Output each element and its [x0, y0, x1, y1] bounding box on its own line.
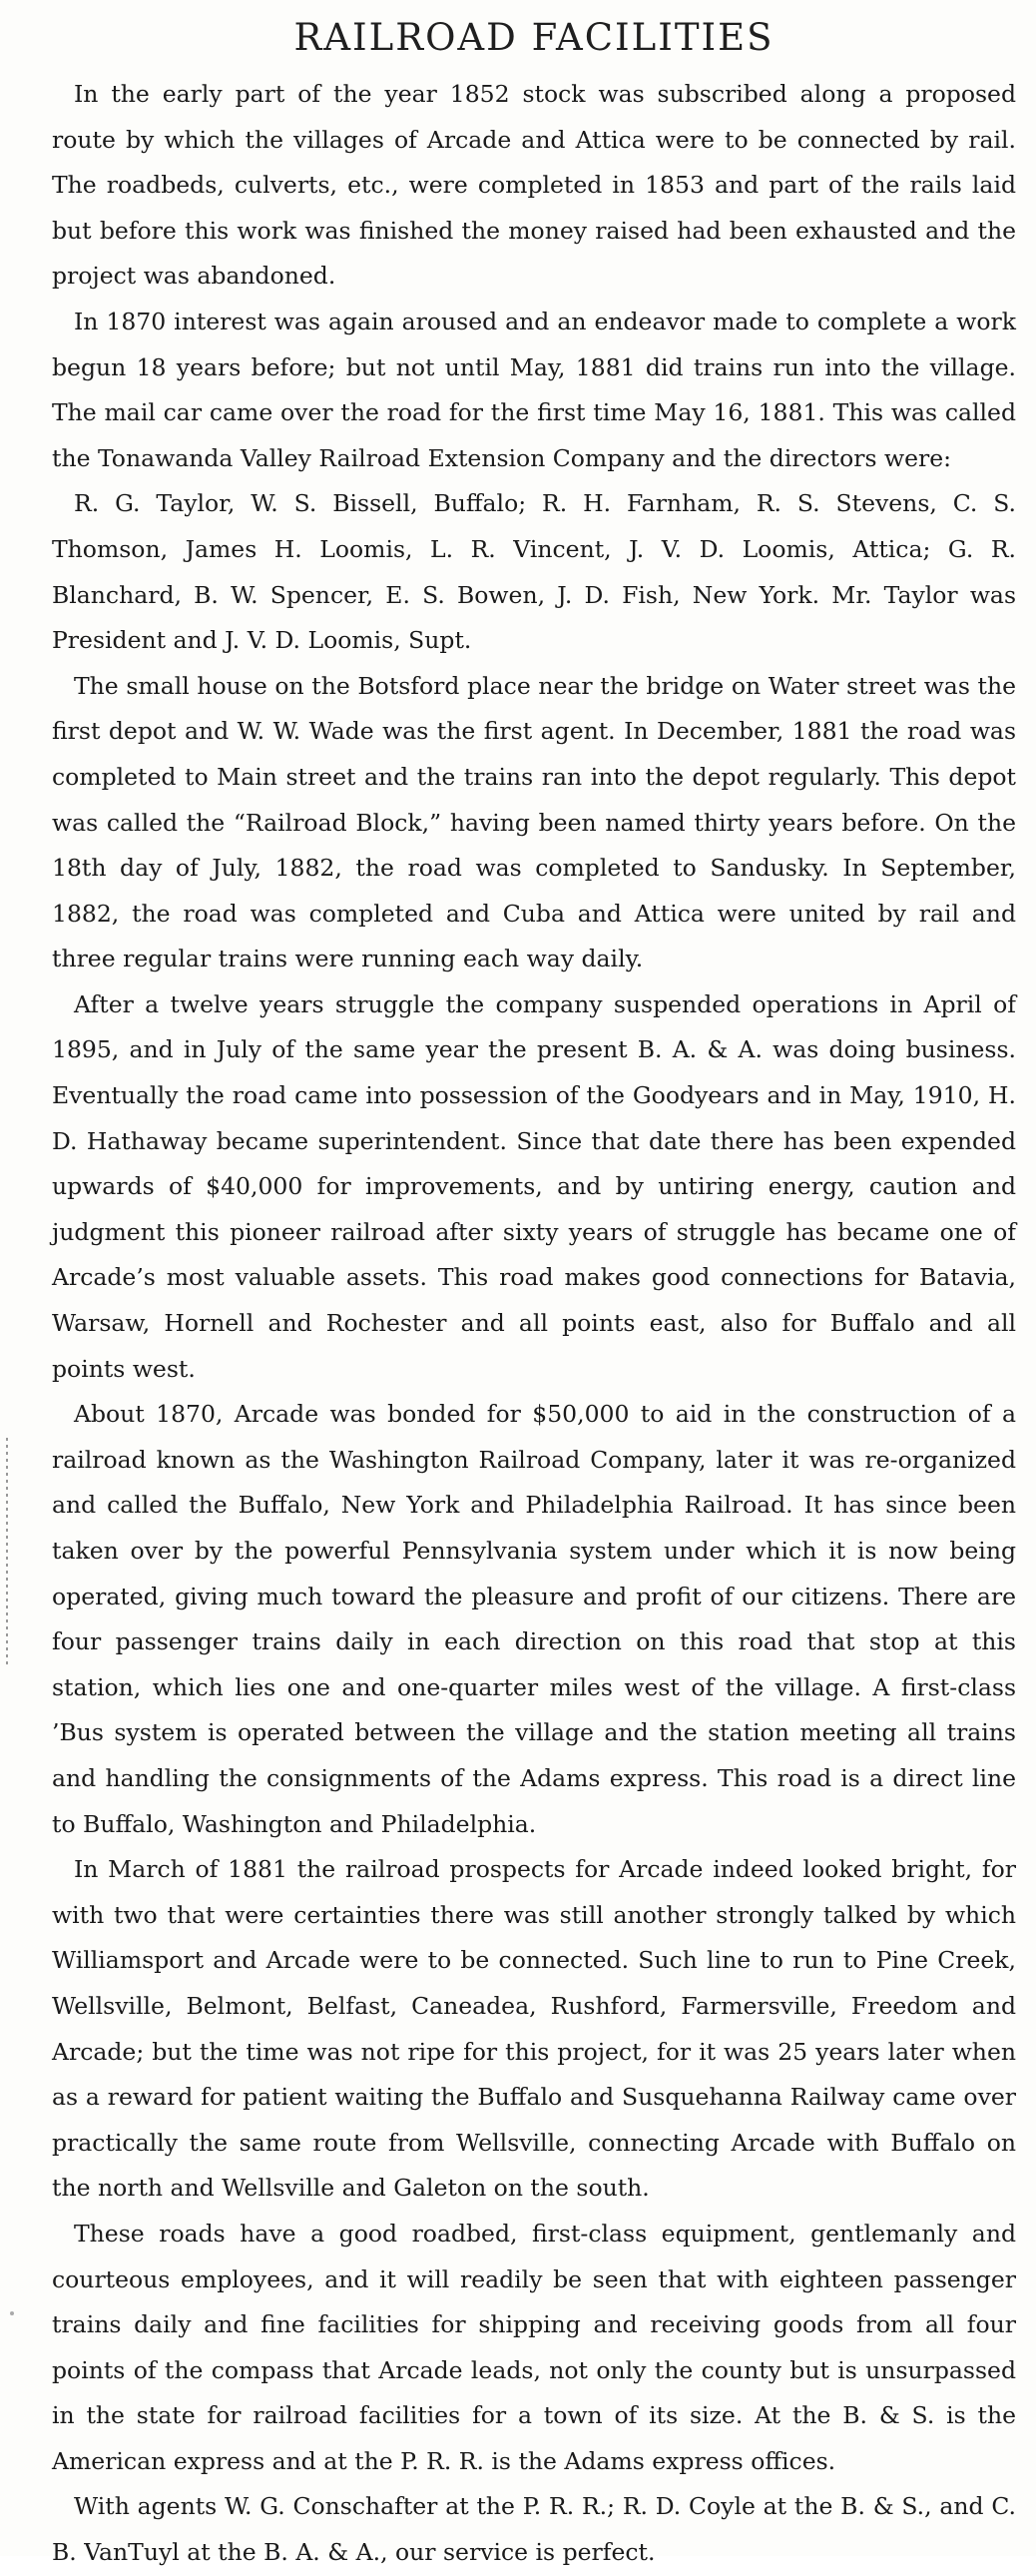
- paragraph-march-1881: In March of 1881 the railroad prospects for Arcade indeed looked bright, for with two that were certainties there was still another strongly talked by which Williamsport and Arcade were to be connected. Such line to run to Pine Creek, Wellsville, Belmont, Belfast, Caneadea, Rushford, Farmersville, Freedom and Arcade; but the time was not ripe for this project, for it was 25 years later when as a reward for patient waiting the Buffalo and Susquehanna Railway came over practically the same route from Wellsville, connecting Arcade with Buffalo on the north and Wellsville and Galeton on the south.: [52, 1855, 1016, 2203]
- paragraph-first-depot: The small house on the Botsford place near the bridge on Water street was the first depot and W. W. Wade was the first agent. In December, 1881 the road was completed to Main street and the trains ran into the depot regularly. This depot was called the “Railroad Block,” having been named thirty years before. On the 18th day of July, 1882, the road was completed to Sandusky. In September, 1882, the road was completed and Cuba and Attica were united by rail and three regular trains were running each way daily.: [52, 671, 1016, 973]
- paragraph-washington-railroad: About 1870, Arcade was bonded for $50,000 to aid in the construction of a railroad known as the Washington Railroad Company, later it was re-organized and called the Buffalo, New York and Philadelphia Railroad. It has since been taken over by the powerful Pennsylvania system under which it is now being operated, giving much toward the pleasure and profit of our citizens. There are four passenger trains daily in each direction on this road that stop at this station, which lies one and one-quarter miles west of the village. A first-class ’Bus system is operated between the village and the station meeting all trains and handling the consignments of the Adams express. This road is a direct line to Buffalo, Washington and Philadelphia.: [52, 1400, 1016, 1838]
- paragraph-good-roadbed: These roads have a good roadbed, first-class equipment, gentlemanly and courteous employees, and it will readily be seen that with eighteen passenger trains daily and fine facilities for shipping and receiving goods from all four points of the compass that Arcade leads, not only the county but is unsurpassed in the state for railroad facilities for a town of its size. At the B. & S. is the American express and at the P. R. R. is the Adams express offices.: [52, 2219, 1016, 2475]
- paragraph-1852-stock: In the early part of the year 1852 stock was subscribed along a proposed route by which the villages of Arcade and Attica were to be connected by rail. The roadbeds, culverts, etc., were completed in 1853 and part of the rails laid but before this work was finished the money raised had been exhausted and the project was abandoned.: [52, 80, 1016, 291]
- paragraph-directors-list: R. G. Taylor, W. S. Bissell, Buffalo; R. H. Farnham, R. S. Stevens, C. S. Thomson, James H. Loomis, L. R. Vincent, J. V. D. Loomis, Attica; G. R. Blanchard, B. W. Spencer, E. S. Bowen, J. D. Fish, New York. Mr. Taylor was President and J. V. D. Loomis, Supt.: [52, 489, 1016, 655]
- margin-speck: [10, 2311, 14, 2315]
- paragraph-agents: With agents W. G. Conschafter at the P. R. R.; R. D. Coyle at the B. & S., and C. B. VanTuyl at the B. A. & A., our service is perfect.: [52, 2492, 1016, 2567]
- margin-binding-mark: [6, 1438, 8, 1667]
- paragraph-baa-company: After a twelve years struggle the company suspended operations in April of 1895, and in July of the same year the present B. A. & A. was doing business. Eventually the road came into possession of the Goodyears and in May, 1910, H. D. Hathaway became superintendent. Since that date there has been expended upwards of $40,000 for improvements, and by untiring energy, caution and judgment this pioneer railroad after sixty years of struggle has became one of Arcade’s most valuable assets. This road makes good connections for Batavia, Warsaw, Hornell and Rochester and all points east, also for Buffalo and all points west.: [52, 989, 1016, 1383]
- page-title: RAILROAD FACILITIES: [293, 16, 775, 59]
- paragraph-1870-interest: In 1870 interest was again aroused and an endeavor made to complete a work begun 18 years before; but not until May, 1881 did trains run into the village. The mail car came over the road for the first time May 16, 1881. This was called the Tonawanda Valley Railroad Extension Company and the directors were:: [52, 307, 1016, 472]
